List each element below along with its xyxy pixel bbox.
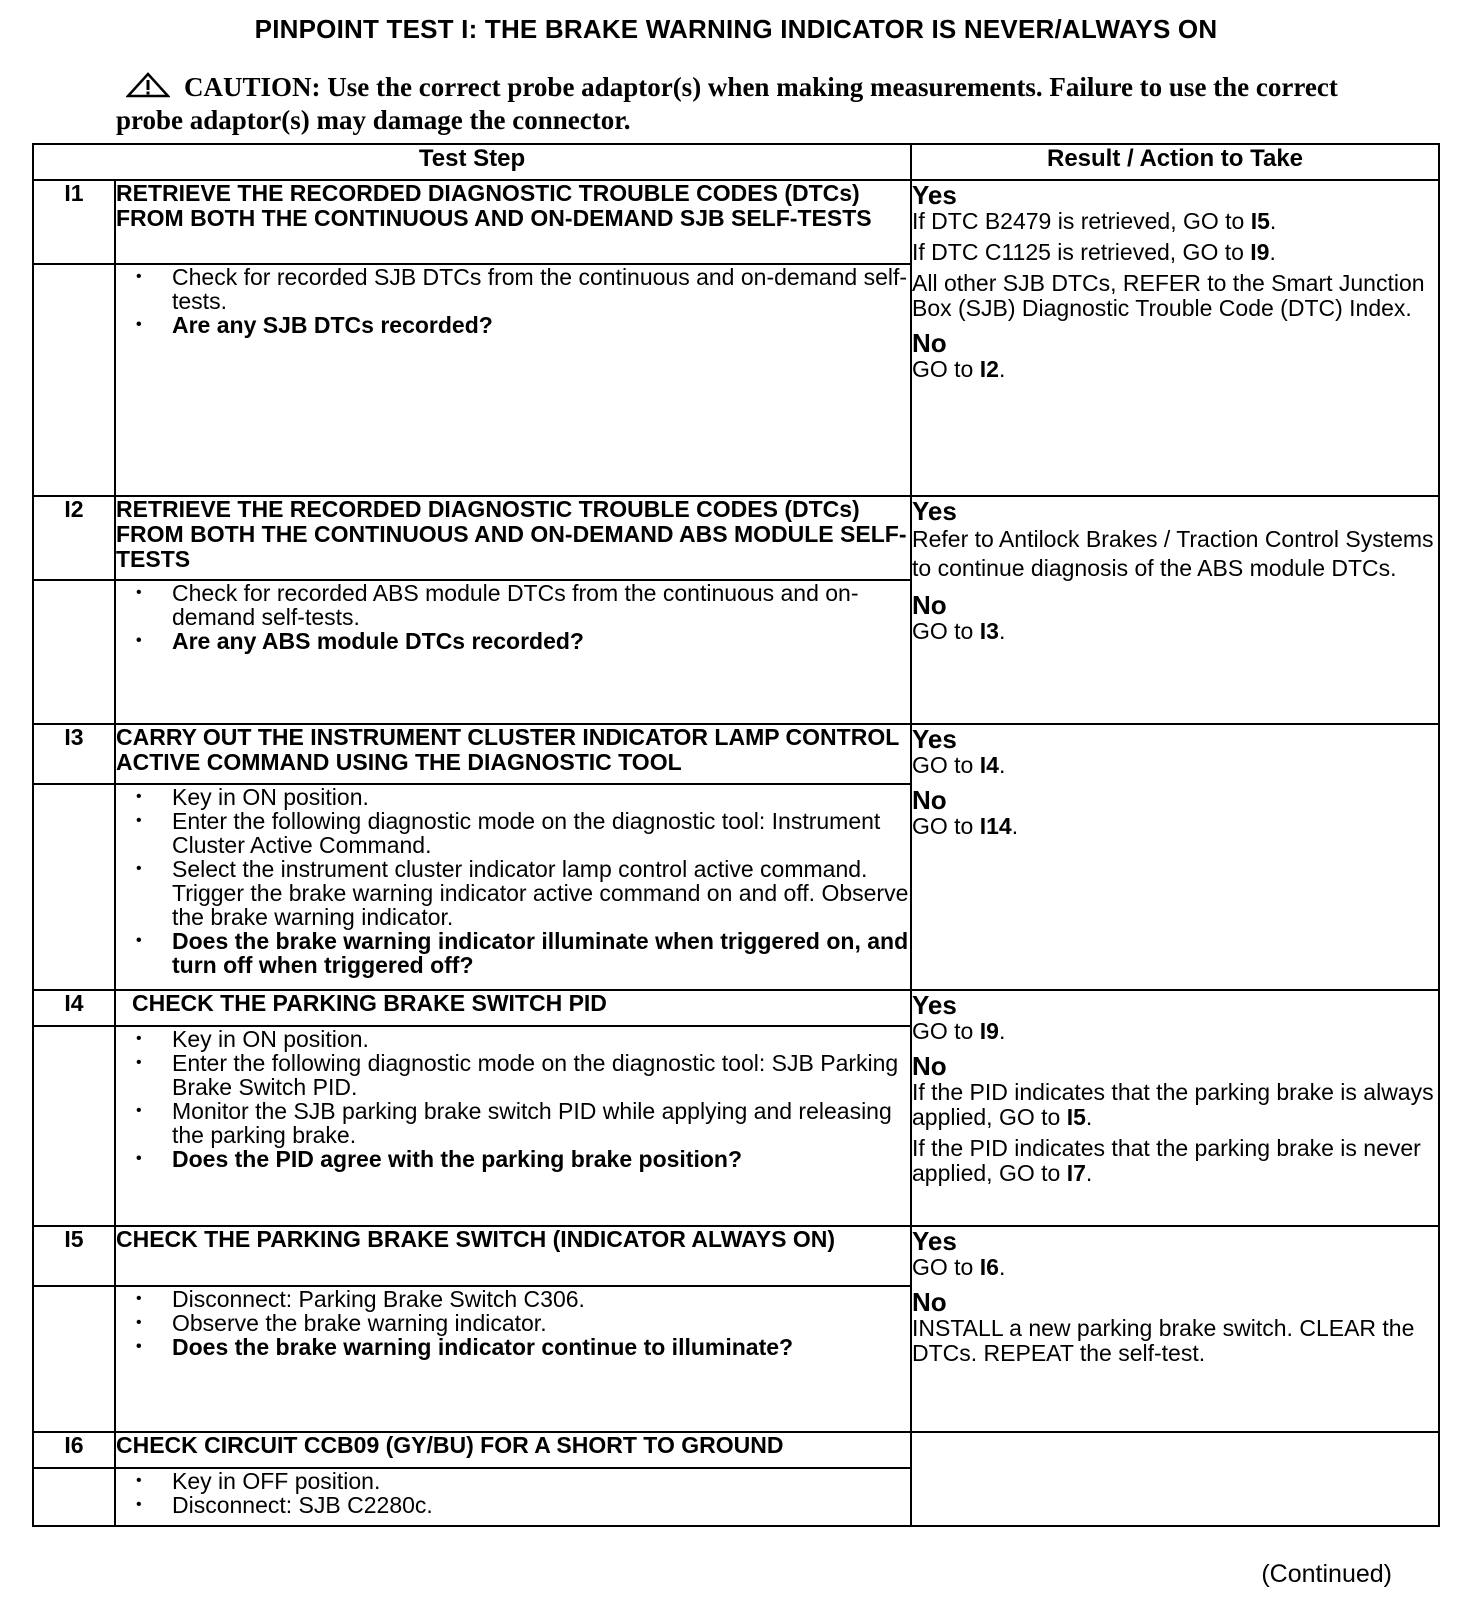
action-item: • Key in ON position.: [136, 785, 910, 809]
action-item: • Disconnect: SJB C2280c.: [136, 1493, 910, 1517]
result-cell: [911, 1432, 1439, 1526]
step-title: CHECK THE PARKING BRAKE SWITCH PID: [115, 990, 911, 1026]
no-label: No: [912, 1287, 947, 1317]
result-text: GO to I14.: [912, 813, 1019, 839]
result-text: GO to I6.: [912, 1254, 1006, 1280]
no-label: No: [912, 785, 947, 815]
action-item: • Disconnect: Parking Brake Switch C306.: [136, 1287, 910, 1311]
yes-label: Yes: [912, 496, 957, 526]
no-label: No: [912, 590, 947, 620]
step-number: I1: [33, 180, 115, 264]
caution-note: [116, 72, 1356, 136]
result-text: INSTALL a new parking brake switch. CLEAR the DTCs. REPEAT the self-test.: [912, 1315, 1415, 1366]
yes-label: Yes: [912, 1226, 957, 1256]
step-title: CHECK THE PARKING BRAKE SWITCH (INDICATOR ALWAYS ON): [115, 1226, 911, 1286]
step-actions: [115, 1026, 911, 1226]
warning-triangle-icon: [126, 72, 170, 105]
result-cell: [911, 496, 1439, 724]
step-number: I6: [33, 1432, 115, 1468]
action-item: • Check for recorded SJB DTCs from the continuous and on-demand self-tests.: [136, 265, 910, 313]
step-title: CHECK CIRCUIT CCB09 (GY/BU) FOR A SHORT TO GROUND: [115, 1432, 911, 1468]
step-number: I2: [33, 496, 115, 580]
result-text: GO to I2.: [912, 356, 1006, 382]
action-item: • Enter the following diagnostic mode on the diagnostic tool: SJB Parking Brake Switch PID.: [136, 1051, 910, 1099]
pinpoint-test-table: [32, 143, 1440, 1527]
no-label: No: [912, 328, 947, 358]
caution-label: CAUTION:: [184, 72, 321, 102]
result-text: GO to I9.: [912, 1018, 1006, 1044]
step-actions: [115, 784, 911, 990]
result-text: If DTC C1125 is retrieved, GO to I9.: [912, 239, 1276, 265]
action-question: • Does the brake warning indicator continue to illuminate?: [136, 1335, 910, 1359]
continued-note: (Continued): [1261, 1560, 1392, 1588]
action-item: • Enter the following diagnostic mode on the diagnostic tool: Instrument Cluster Active Command.: [136, 809, 910, 857]
action-item: • Observe the brake warning indicator.: [136, 1311, 910, 1335]
step-title: RETRIEVE THE RECORDED DIAGNOSTIC TROUBLE CODES (DTCs) FROM BOTH THE CONTINUOUS AND ON-DEMAND SJB SELF-TESTS: [115, 180, 911, 264]
header-result: Result / Action to Take: [911, 144, 1439, 180]
result-text: GO to I4.: [912, 752, 1006, 778]
action-item: • Key in OFF position.: [136, 1469, 910, 1493]
step-number: I5: [33, 1226, 115, 1286]
header-test-step: Test Step: [33, 144, 911, 180]
step-actions: [115, 1468, 911, 1526]
caution-text: Use the correct probe adaptor(s) when making measurements. Failure to use the correct probe adaptor(s) may damage the connector.: [116, 72, 1338, 135]
result-cell: [911, 180, 1439, 496]
result-text: GO to I3.: [912, 618, 1006, 644]
action-item: • Select the instrument cluster indicator lamp control active command. Trigger the brake warning indicator active command on and off. Observe the brake warning indicator.: [136, 857, 910, 929]
action-item: • Key in ON position.: [136, 1027, 910, 1051]
step-actions: [115, 580, 911, 724]
step-title: RETRIEVE THE RECORDED DIAGNOSTIC TROUBLE CODES (DTCs) FROM BOTH THE CONTINUOUS AND ON-DEMAND ABS MODULE SELF-TESTS: [115, 496, 911, 580]
no-label: No: [912, 1051, 947, 1081]
action-question: • Does the PID agree with the parking brake position?: [136, 1147, 910, 1171]
yes-label: Yes: [912, 724, 957, 754]
result-cell: [911, 1226, 1439, 1432]
action-item: • Monitor the SJB parking brake switch PID while applying and releasing the parking brake.: [136, 1099, 910, 1147]
step-title: CARRY OUT THE INSTRUMENT CLUSTER INDICATOR LAMP CONTROL ACTIVE COMMAND USING THE DIAGNOSTIC TOOL: [115, 724, 911, 784]
action-question: • Does the brake warning indicator illuminate when triggered on, and turn off when triggered off?: [136, 929, 910, 977]
result-text: Refer to Antilock Brakes / Traction Control Systems to continue diagnosis of the ABS module DTCs.: [912, 526, 1434, 581]
step-number: I3: [33, 724, 115, 784]
action-question: • Are any ABS module DTCs recorded?: [136, 629, 910, 653]
result-text: If DTC B2479 is retrieved, GO to I5.: [912, 208, 1277, 234]
result-cell: [911, 724, 1439, 990]
step-actions: [115, 1286, 911, 1432]
yes-label: Yes: [912, 180, 957, 210]
result-text: All other SJB DTCs, REFER to the Smart Junction Box (SJB) Diagnostic Trouble Code (DTC) Index.: [912, 270, 1425, 321]
action-item: • Check for recorded ABS module DTCs from the continuous and on-demand self-tests.: [136, 581, 910, 629]
result-text: If the PID indicates that the parking brake is always applied, GO to I5.: [912, 1079, 1434, 1130]
step-number: I4: [33, 990, 115, 1026]
result-text: If the PID indicates that the parking brake is never applied, GO to I7.: [912, 1135, 1421, 1186]
action-question: • Are any SJB DTCs recorded?: [136, 313, 910, 337]
page-title: PINPOINT TEST I: THE BRAKE WARNING INDICATOR IS NEVER/ALWAYS ON: [254, 14, 1218, 44]
step-actions: [115, 264, 911, 496]
yes-label: Yes: [912, 990, 957, 1020]
result-cell: [911, 990, 1439, 1226]
